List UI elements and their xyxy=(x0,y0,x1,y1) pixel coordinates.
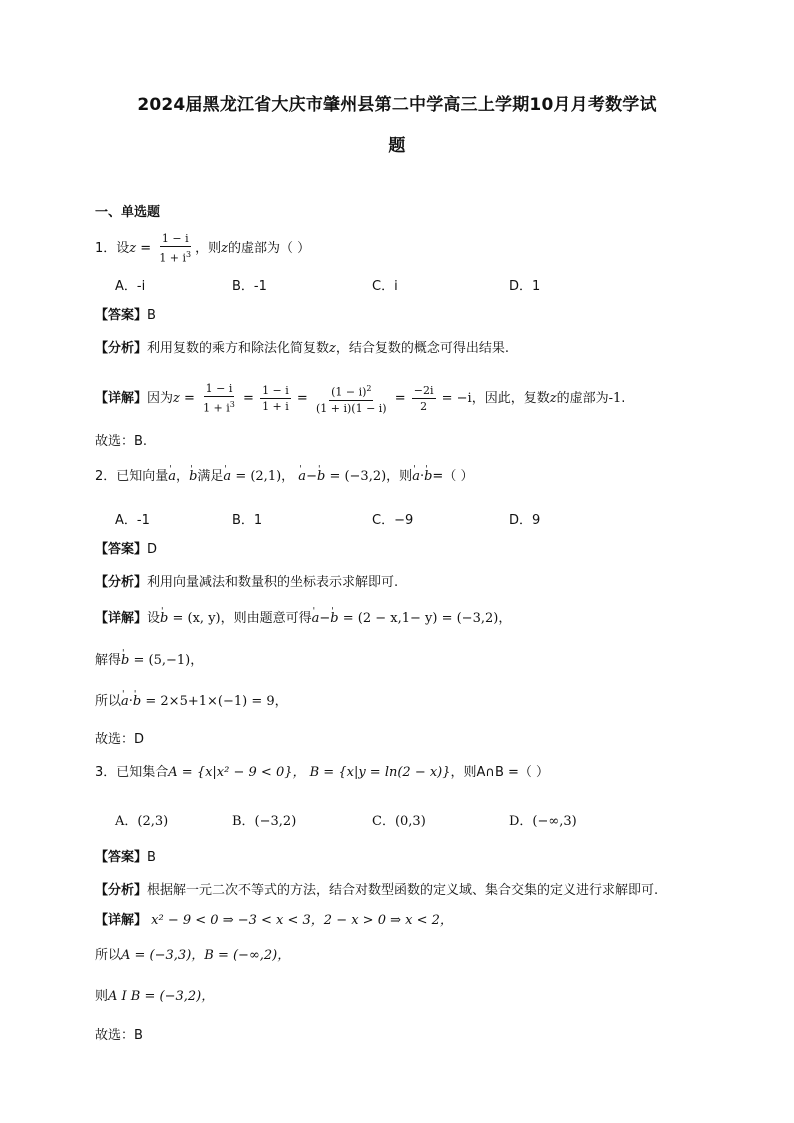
q1-option-d: D．1 xyxy=(509,279,541,294)
q2-stem: 2．已知向量' a，' b满足' a = (2,1)， ' a−' b = (−3,2)，则' a·' b=（ ） xyxy=(95,467,473,487)
q1-final: 故选：B. xyxy=(95,434,148,449)
q1-answer: 【答案】B xyxy=(95,308,156,323)
q2-so: 所以' a·' b = 2×5+1×(−1) = 9， xyxy=(95,692,288,712)
q1-option-b: B．-1 xyxy=(232,279,267,294)
q3-option-b: B．(−3,2) xyxy=(232,814,297,829)
q3-option-d: D．(−∞,3) xyxy=(509,814,577,829)
q2-analysis: 【分析】利用向量减法和数量积的坐标表示求解即可. xyxy=(95,575,399,590)
q3-option-a: A．(2,3) xyxy=(115,814,169,829)
q3-final: 故选：B xyxy=(95,1028,143,1043)
q1-detail: 【详解】因为z = $\frac{1 - i}{1 + i^3}$ = $\frac{1 - i}{1 + i}$ = $\frac{(1 - i)^2}{(1 + i)(1 - i)}$ = $\frac{-2i}{2}$ = −i，因此，复数z的虚部为-1. xyxy=(95,382,626,415)
analysis-label: 【分析】 xyxy=(95,341,148,356)
q1-prefix: 1．设 xyxy=(95,240,130,256)
q1-option-a: A．-i xyxy=(115,279,146,294)
q2-option-b: B．1 xyxy=(232,513,263,528)
q1-mid: ，则 xyxy=(195,240,222,256)
q2-answer: 【答案】D xyxy=(95,542,158,557)
q1-analysis: 【分析】利用复数的乘方和除法化简复数z，结合复数的概念可得出结果. xyxy=(95,341,510,356)
q3-answer: 【答案】B xyxy=(95,850,156,865)
answer-label: 【答案】 xyxy=(95,308,148,323)
q2-solve: 解得' b = (5,−1)， xyxy=(95,651,203,671)
q3-stem: 3．已知集合A = {x|x² − 9 < 0}， B = {x|y = ln(2 − x)}，则A∩B =（ ） xyxy=(95,765,550,780)
q1-suffix: 的虚部为（ ） xyxy=(228,240,311,256)
q2-option-a: A．-1 xyxy=(115,513,150,528)
q2-option-c: C．−9 xyxy=(372,513,414,528)
q3-then: 则A I B = (−3,2)， xyxy=(95,989,215,1004)
q3-detail: 【详解】 x² − 9 < 0 ⇒ −3 < x < 3，2 − x > 0 ⇒ x < 2， xyxy=(95,913,453,928)
q3-analysis: 【分析】根据解一元二次不等式的方法，结合对数型函数的定义域、集合交集的定义进行求解即可. xyxy=(95,883,659,898)
q3-option-c: C．(0,3) xyxy=(372,814,426,829)
q1-option-c: C．i xyxy=(372,279,398,294)
section-heading: 一、单选题 xyxy=(95,205,161,220)
q2-final: 故选：D xyxy=(95,732,145,747)
q1-stem: 1．设z = $\frac{1 - i}{1 + i^3}$ ，则z的虚部为（ ） xyxy=(95,232,311,265)
detail-label: 【详解】 xyxy=(95,390,148,406)
q1-fraction: $\frac{1 - i}{1 + i^3}$ xyxy=(159,232,192,265)
q2-option-d: D．9 xyxy=(509,513,541,528)
page-title-line2: 题 xyxy=(388,136,406,156)
q3-so: 所以A = (−3,3)，B = (−∞,2)， xyxy=(95,948,291,963)
q2-detail: 【详解】设' b = (x, y)，则由题意可得' a−' b = (2 − x,1− y) = (−3,2)， xyxy=(95,609,511,629)
page-title-line1: 2024届黑龙江省大庆市肇州县第二中学高三上学期10月月考数学试 xyxy=(137,95,657,115)
